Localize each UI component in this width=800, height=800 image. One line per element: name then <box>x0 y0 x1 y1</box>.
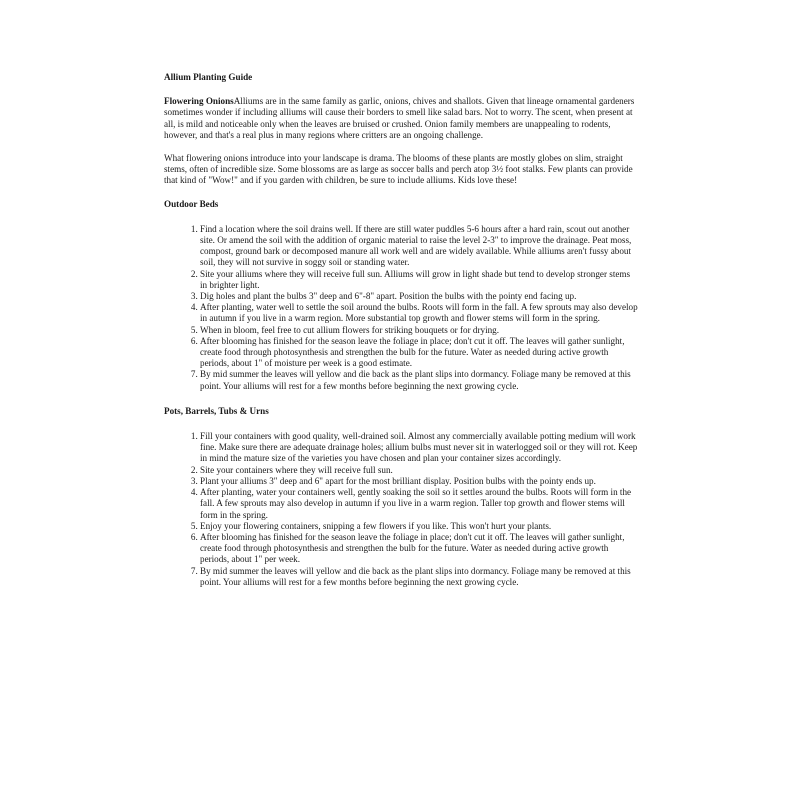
pots-step: 2. Site your containers where they will receive full sun. <box>200 465 639 476</box>
pots-steps-list <box>164 431 639 588</box>
outdoor-step: 5. When in bloom, feel free to cut allium flowers for striking bouquets or for drying. <box>200 325 639 336</box>
document-page <box>164 72 639 602</box>
outdoor-step: 7. By mid summer the leaves will yellow and die back as the plant slips into dormancy. Foliage many be removed at this point. Your alliums will rest for a few months before beginning the next growing cycle. <box>200 369 639 391</box>
pots-step: 5. Enjoy your flowering containers, snipping a few flowers if you like. This won't hurt your plants. <box>200 521 639 532</box>
pots-step: 4. After planting, water your containers well, gently soaking the soil so it settles around the bulbs. Roots will form in the fall. A few sprouts may also develop in autumn if you live in a warm region. Taller top growth and flower stems will form in the spring. <box>200 487 639 521</box>
pots-step: 1. Fill your containers with good quality, well-drained soil. Almost any commercially available potting medium will work fine. Make sure there are adequate drainage holes; allium bulbs must never sit in waterlogged soil or they will rot. Keep in mind the mature size of the varieties you have chosen and plan your container sizes accordingly. <box>200 431 639 465</box>
outdoor-step: 2. Site your alliums where they will receive full sun. Alliums will grow in light shade but tend to develop stronger stems in brighter light. <box>200 269 639 291</box>
intro-lead: Flowering Onions <box>164 96 234 107</box>
outdoor-steps-list <box>164 224 639 392</box>
section-heading-outdoor-beds: Outdoor Beds <box>164 198 219 209</box>
outdoor-step: 4. After planting, water well to settle the soil around the bulbs. Roots will form in the fall. A few sprouts may also develop in autumn if you live in a warm region. More substantial top growth and flower stems will form in the spring. <box>200 302 639 324</box>
outdoor-step: 6. After blooming has finished for the season leave the foliage in place; don't cut it off. The leaves will gather sunlight, create food through photosynthesis and strengthen the bulb for the future. Water as needed during active growth periods, about 1" of moisture per week is a good estimate. <box>200 336 639 370</box>
intro-paragraph-2: What flowering onions introduce into your landscape is drama. The blooms of these plants are mostly globes on slim, straight stems, often of incredible size. Some blossoms are as large as soccer balls and perch atop 3½ foot stalks. Few plants can provide that kind of "Wow!" and if you garden with children, be sure to include alliums. Kids love these! <box>164 153 633 186</box>
intro-paragraph-1-text: Alliums are in the same family as garlic, onions, chives and shallots. Given that lineage ornamental gardeners sometimes wonder if including alliums will cause their borders to smell like salad bars. Not to worry. The scent, when present at all, is mild and noticeable only when the leaves are bruised or crushed. Onion family members are unappealing to rodents, however, and that's a real plus in many regions where critters are an ongoing challenge. <box>164 96 635 140</box>
intro-paragraph-1 <box>164 96 639 141</box>
outdoor-step: 3. Dig holes and plant the bulbs 3" deep and 6"-8" apart. Position the bulbs with the pointy end facing up. <box>200 291 639 302</box>
document-title: Allium Planting Guide <box>164 72 253 82</box>
pots-step: 6. After blooming has finished for the season leave the foliage in place; don't cut it off. The leaves will gather sunlight, create food through photosynthesis and strengthen the bulb for the future. Water as needed during active growth periods, about 1" per week. <box>200 532 639 566</box>
section-heading-pots: Pots, Barrels, Tubs & Urns <box>164 405 269 416</box>
pots-step: 3. Plant your alliums 3" deep and 6" apart for the most brilliant display. Position bulbs with the pointy ends up. <box>200 476 639 487</box>
pots-step: 7. By mid summer the leaves will yellow and die back as the plant slips into dormancy. Foliage many be removed at this point. Your alliums will rest for a few months before beginning the next growing cycle. <box>200 566 639 588</box>
outdoor-step: 1. Find a location where the soil drains well. If there are still water puddles 5-6 hours after a hard rain, scout out another site. Or amend the soil with the addition of organic material to raise the level 2-3" to improve the drainage. Peat moss, compost, ground bark or decomposed manure all work well and are widely available. While alliums aren't fussy about soil, they will not survive in soggy soil or standing water. <box>200 224 639 269</box>
